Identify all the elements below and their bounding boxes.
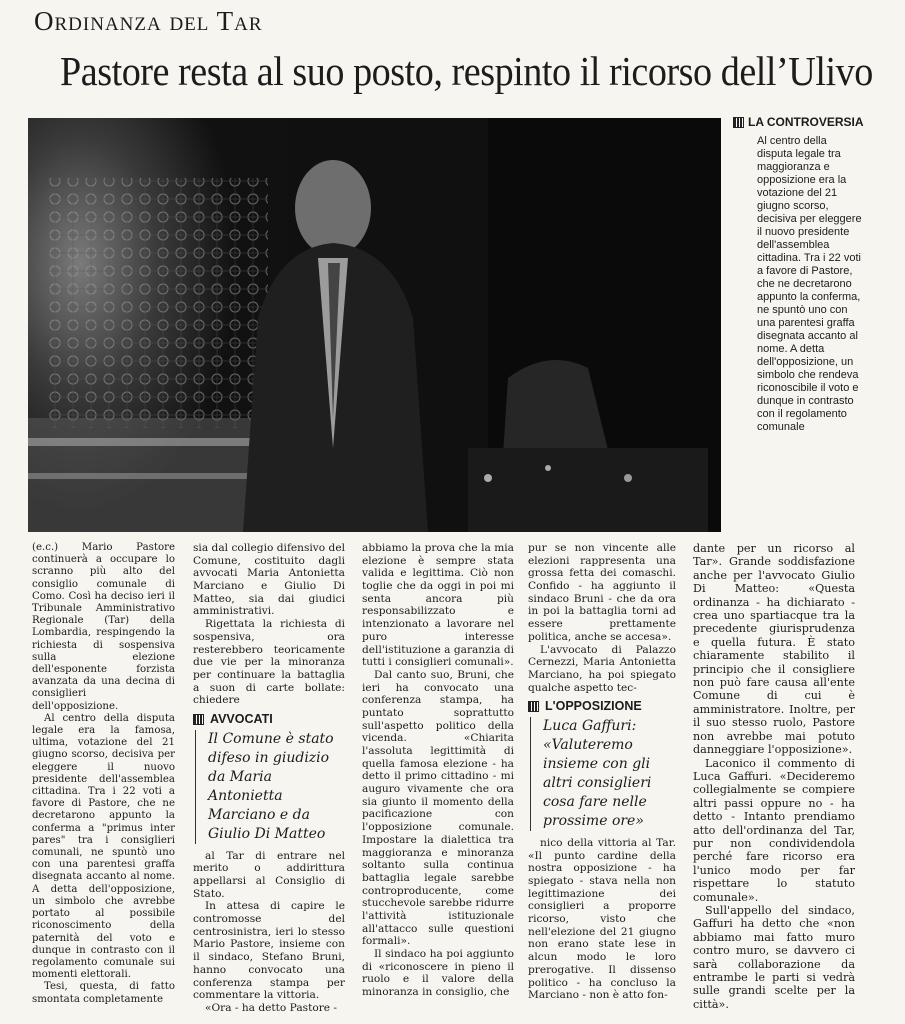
paragraph: Il sindaco ha poi aggiunto di «riconoscere in pieno il ruolo e il valore della minoranza in consiglio, che [362, 948, 514, 999]
headline: Pastore resta al suo posto, respinto il ricorso dell’Ulivo [60, 48, 873, 94]
sidebar-controversy [733, 116, 865, 434]
box-opposizione-title: L'OPPOSIZIONE [545, 699, 642, 714]
sidebar-title [733, 116, 865, 129]
paragraph: dante per un ricorso al Tar». Grande soddisfazione anche per l'avvocato Giulio Di Matteo: «Questa ordinanza - ha dichiarato - crea uno spartiacque tra la precedente giurisprudenza e quella futura. È stato chiaramente stabilito il principio che il consigliere non può fare causa all'ente Comune di cui è amministratore. Inoltre, per il suo stesso ruolo, Pastore non avrebbe mai potuto danneggiare l'opposizione». [693, 542, 855, 757]
box-opposizione-text: Luca Gaffuri: «Valuteremo insieme con gli altri consiglieri cosa fare nelle prossime ore» [530, 717, 676, 831]
box-avvocati-header [193, 713, 345, 726]
paragraph: abbiamo la prova che la mia elezione è sempre stata valida e legittima. Ciò non toglie che da oggi in poi mi senta ancora più responsabilizzato e intenzionato a lavorare nel puro interesse dell'istituzione a garanzia di tutti i consiglieri comunali». [362, 542, 514, 669]
paragraph: «Ora - ha detto Pastore - [205, 1001, 337, 1014]
paragraph: Laconico il commento di Luca Gaffuri. «Decideremo collegialmente se compiere altri passi oppure no - ha detto - Intanto prendiamo atto dell'ordinanza del Tar, pur non condividendola perché fare ricorso era l'unico modo per far rispettare lo statuto comunale». [693, 756, 855, 904]
article-column-2 [193, 542, 345, 1015]
article-column-5 [693, 542, 855, 1011]
article-column-3 [362, 542, 514, 999]
sidebar-title-text: LA CONTROVERSIA [748, 115, 864, 129]
article-column-4 [528, 542, 676, 1002]
paragraph: L'avvocato di Palazzo Cernezzi, Maria Antonietta Marciano, ha poi spiegato qualche aspetto tec- [528, 643, 676, 694]
section-marker-icon [733, 117, 744, 128]
box-avvocati-title: AVVOCATI [210, 711, 273, 726]
section-marker-icon [193, 714, 204, 725]
kicker: Ordinanza del Tar [34, 6, 263, 36]
paragraph: Tesi, questa, di fatto smontata completamente [32, 981, 175, 1005]
box-opposizione [528, 700, 676, 831]
paragraph: In attesa di capire le contromosse del centrosinistra, ieri lo stesso Mario Pastore, insieme con il sindaco, Stefano Bruni, hanno convocato una conferenza stampa per commentare la vittoria. [193, 900, 345, 1002]
paragraph: (e.c.) Mario Pastore continuerà a occupare lo scranno più alto del consiglio comunale di Como. Così ha deciso ieri il Tribunale Amministrativo Regionale (Tar) della Lombardia, respingendo la richiesta di sospensiva sulla elezione dell'esponente forzista avanzata da una decina di consiglieri dell'opposizione. [32, 542, 175, 712]
photo-illustration [28, 118, 721, 532]
paragraph: Rigettata la richiesta di sospensiva, ora resterebbero teoricamente due vie per la minoranza per continuare la battaglia a suon di carte bollate: chiedere [193, 618, 345, 707]
paragraph: Al centro della disputa legale era la famosa, ultima, votazione del 21 giugno scorso, decisiva per eleggere il nuovo presidente dell'assemblea cittadina. Tra i 22 voti a favore di Pastore, che ne decretarono appunto la conferma a "primus inter pares" tra i consiglieri comunali, ne spuntò uno con una parentesi graffa disegnata accanto al nome. A detta dell'opposizione, un simbolo che avrebbe portato al possibile riconoscimento della paternità del voto e dunque in contrasto con il regolamento comunale sui momenti elettorali. [32, 712, 175, 981]
paragraph: nico della vittoria al Tar. «Il punto cardine della nostra opposizione - ha spiegato - stava nella non legittimazione dei consiglieri a proporre ricorso, visto che nell'elezione del 21 giugno non erano state lese in alcun modo le loro prerogative. Il dissenso politico - ha concluso la Marciano - non è atto fon- [528, 836, 676, 1002]
section-marker-icon [528, 701, 539, 712]
paragraph: Sull'appello del sindaco, Gaffuri ha detto che «non abbiamo mai fatto muro contro muro, se davvero ci sarà collaborazione da entrambe le parti si vedrà sulle grandi scelte per la città». [693, 903, 855, 1011]
article-column-1 [32, 542, 175, 1006]
box-opposizione-header [528, 700, 676, 713]
paragraph: Dal canto suo, Bruni, che ieri ha convocato una conferenza stampa, ha puntato soprattutto sull'aspetto politico della vicenda. «Chiarita l'assoluta legittimità di quella famosa elezione - ha detto il primo cittadino - mi auguro vivamente che ora sia giunto il momento della pacificazione con l'opposizione comunale. Impostare la dialettica tra maggioranza e minoranza soltanto sulla continua battaglia legale sarebbe controproducente, come stucchevole sarebbe ridurre l'attività istituzionale all'attacco sulle questioni formali». [362, 668, 514, 948]
paragraph: pur se non vincente alle elezioni rappresenta una grossa fetta dei comaschi. Confido - ha aggiunto il sindaco Bruni - che da ora in poi la battaglia torni ad essere prettamente politica, anche se accesa». [528, 542, 676, 643]
box-avvocati-text: Il Comune è stato difeso in giudizio da Maria Antonietta Marciano e da Giulio Di Matteo [195, 730, 345, 844]
paragraph: al Tar di entrare nel merito o addirittura appellarsi al Consiglio di Stato. [193, 849, 345, 900]
box-avvocati [193, 713, 345, 844]
sidebar-text: Al centro della disputa legale tra maggioranza e opposizione era la votazione del 21 giugno scorso, decisiva per eleggere il nuovo presidente dell'assemblea cittadina. Tra i 22 voti a favore di Pastore, che ne decretarono appunto la conferma, ne spuntò uno con una parentesi graffa disegnata accanto al nome. A detta dell'opposizione, un simbolo che rendeva riconoscibile il voto e dunque in contrasto con il regolamento comunale [757, 135, 862, 433]
news-photo [28, 118, 721, 532]
paragraph: sia dal collegio difensivo del Comune, costituito dagli avvocati Maria Antonietta Marciano e Giulio Di Matteo, sia dai giudici amministrativi. [193, 542, 345, 618]
